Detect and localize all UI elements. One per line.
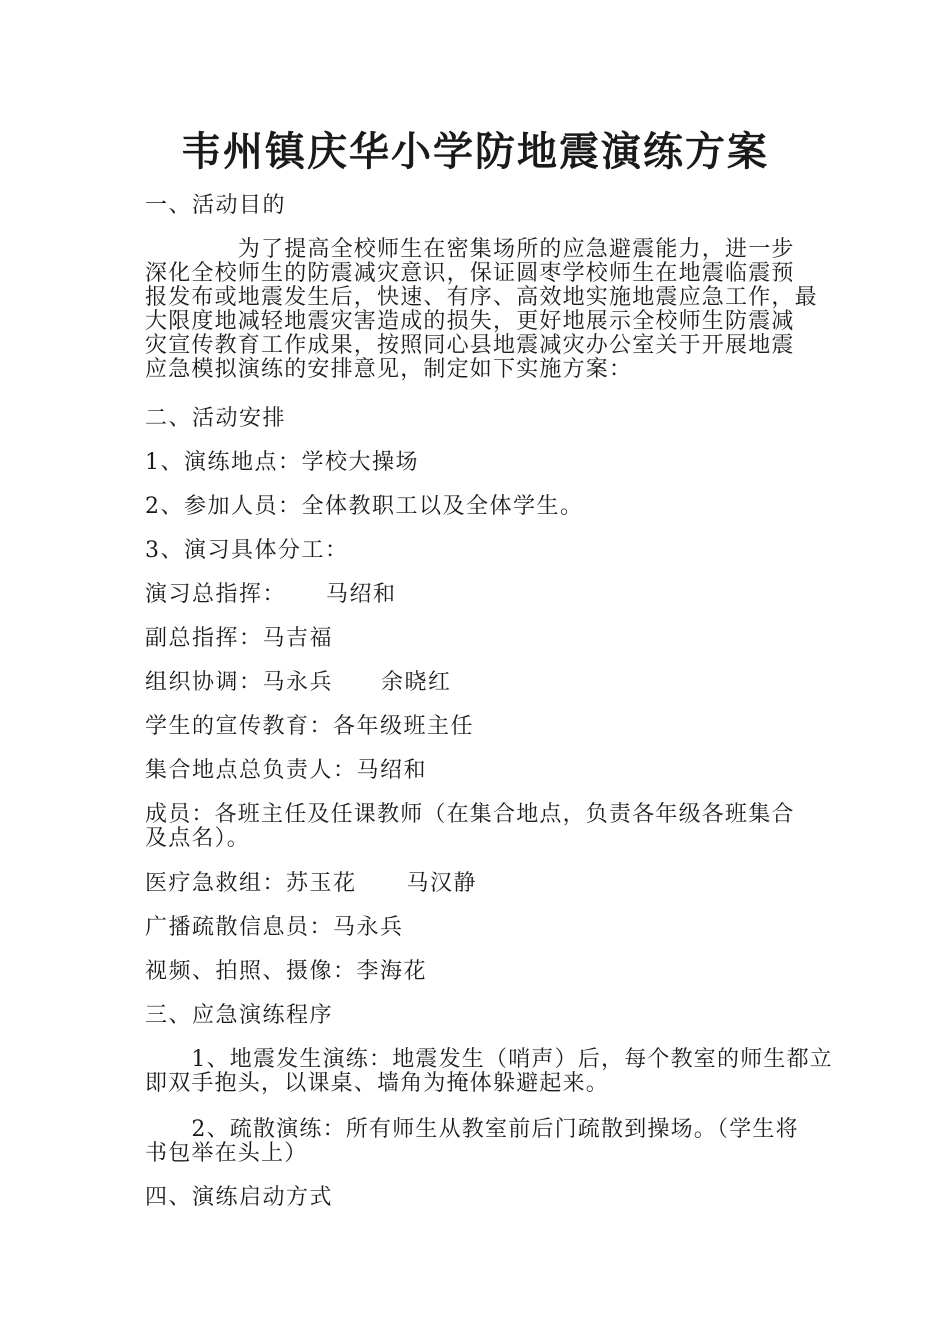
- members-paragraph: [145, 803, 810, 851]
- commander-label: 演习总指挥：: [145, 582, 287, 607]
- coordination-row: [145, 671, 810, 695]
- paragraph-line: 为了提高全校师生在密集场所的应急避震能力，进一步: [145, 237, 795, 262]
- paragraph-line: 大限度地减轻地震灾害造成的损失，更好地展示全校师生防震减: [145, 309, 795, 334]
- coordination-name: 余晓红: [381, 670, 452, 695]
- paragraph-line: 应急模拟演练的安排意见，制定如下实施方案：: [145, 357, 633, 382]
- section-heading-purpose: 一、活动目的: [145, 193, 287, 218]
- paragraph-line: 2、疏散演练：所有师生从教室前后门疏散到操场。（学生将: [145, 1117, 799, 1142]
- section-heading-launch: 四、演练启动方式: [145, 1185, 334, 1210]
- vice-commander-row: 副总指挥：马吉福: [145, 626, 334, 651]
- coordination-label: 组织协调：马永兵: [145, 670, 334, 695]
- division-heading: 3、演习具体分工：: [145, 538, 349, 563]
- procedure-step-1: [145, 1047, 833, 1096]
- paragraph-line: 深化全校师生的防震减灾意识，保证圆枣学校师生在地震临震预: [145, 261, 795, 286]
- section-heading-procedure: 三、应急演练程序: [145, 1003, 334, 1028]
- paragraph-line: 及点名）。: [145, 826, 251, 851]
- procedure-step-2: [145, 1118, 810, 1166]
- medical-row: [145, 872, 810, 896]
- document-title: 韦州镇庆华小学防地震演练方案: [181, 129, 769, 175]
- drill-location: 1、演练地点：学校大操场: [145, 450, 419, 475]
- paragraph-line: 灾宣传教育工作成果，按照同心县地震减灾办公室关于开展地震: [145, 333, 795, 358]
- medical-label: 医疗急救组：苏玉花: [145, 871, 357, 896]
- paragraph-line: 报发布或地震发生后，快速、有序、高效地实施地震应急工作，最: [145, 285, 818, 310]
- commander-name: 马绍和: [326, 582, 397, 607]
- broadcast-row: 广播疏散信息员：马永兵: [145, 915, 404, 940]
- commander-row: [145, 583, 810, 607]
- paragraph-line: 成员：各班主任及任课教师（在集合地点，负责各年级各班集合: [145, 802, 795, 827]
- medical-name: 马汉静: [406, 871, 478, 896]
- paragraph-line: 1、地震发生演练：地震发生（哨声）后，每个教室的师生都立: [145, 1047, 833, 1072]
- assembly-lead-row: 集合地点总负责人：马绍和: [145, 758, 428, 783]
- education-row: 学生的宣传教育：各年级班主任: [145, 714, 475, 739]
- section-heading-arrangement: 二、活动安排: [145, 406, 287, 431]
- paragraph-line: 即双手抱头，以课桌、墙角为掩体躲避起来。: [145, 1071, 610, 1096]
- purpose-paragraph: [145, 237, 818, 382]
- paragraph-line: 书包举在头上）: [145, 1141, 308, 1166]
- media-row: 视频、拍照、摄像：李海花: [145, 959, 428, 984]
- drill-participants: 2、参加人员：全体教职工以及全体学生。: [145, 494, 584, 519]
